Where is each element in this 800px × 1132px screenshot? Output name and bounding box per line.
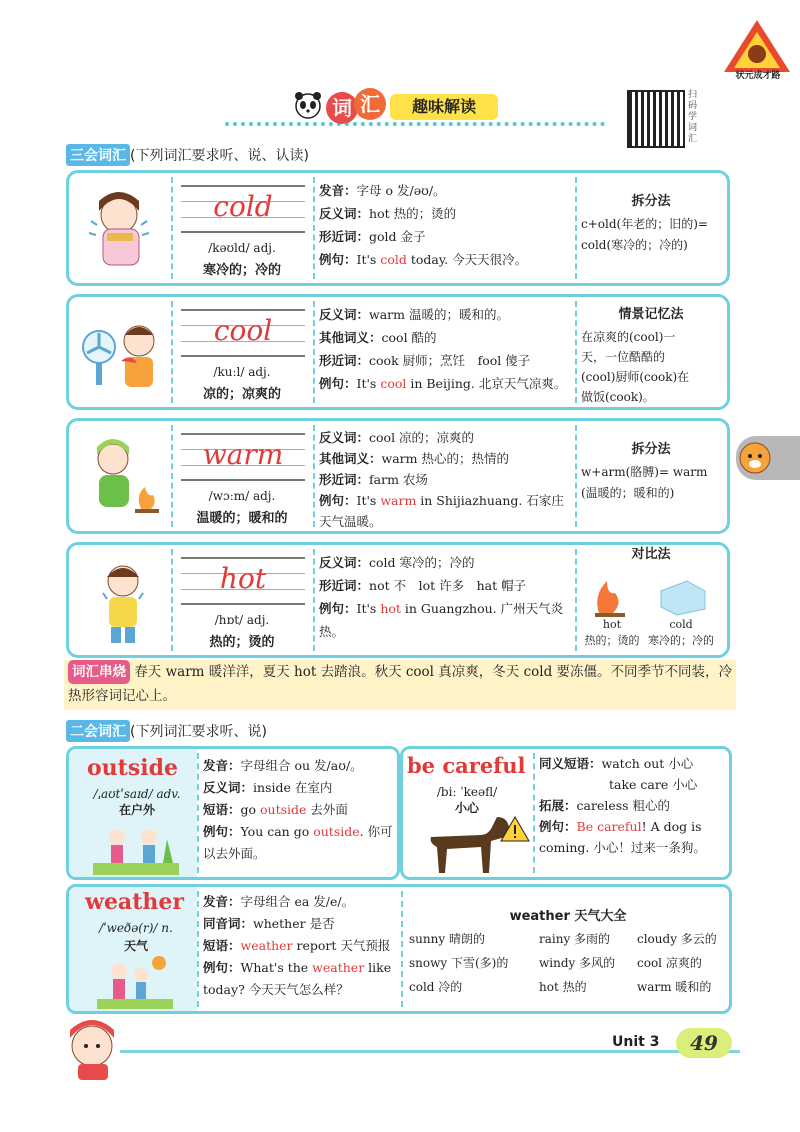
- word-info: [319, 551, 573, 643]
- tip-title: 情景记忆法: [618, 307, 684, 322]
- info-line: 短语：go outside 去外面: [203, 802, 348, 817]
- qr-code[interactable]: [627, 90, 685, 148]
- word-info: [319, 427, 573, 532]
- section1-note: (下列词汇要求听、说、认读): [130, 148, 309, 164]
- example-line: 例句：It's cold today. 今天天很冷。: [319, 252, 528, 267]
- info-line: 发音：字母组合 ou 发/aʊ/。: [203, 758, 363, 773]
- phonetic: /kuːl/ adj.: [213, 365, 271, 379]
- memory-tip: [581, 439, 721, 504]
- meaning: 温暖的；暖和的: [196, 511, 288, 526]
- headword: cool: [213, 314, 273, 347]
- example-line: 例句：It's hot in Guangzhou. 广州天气炎热。: [319, 601, 564, 639]
- strip-tag: 词汇串烧: [68, 660, 130, 684]
- headword: be careful: [407, 753, 526, 778]
- meaning: 天气: [123, 939, 148, 953]
- info-line: 形近词：cook 厨师；烹饪 fool 傻子: [319, 353, 531, 368]
- page-number: 49: [676, 1028, 732, 1058]
- section2-tag: 二会词汇: [66, 720, 130, 742]
- meaning: 小心: [454, 801, 479, 815]
- meaning: 在户外: [118, 803, 155, 817]
- section2-note: (下列词汇要求听、说): [130, 724, 267, 740]
- title-fun-text: 趣味解读: [390, 94, 498, 120]
- campfire-kid-illustration: [77, 429, 169, 525]
- weather-table-title: weather 天气大全: [509, 909, 627, 924]
- unit-label: Unit 3: [612, 1034, 660, 1050]
- divider: [197, 753, 199, 873]
- tip-line: (cool)厨师(cook)在: [581, 370, 690, 384]
- divider: [313, 549, 315, 651]
- word-info: [319, 179, 573, 271]
- memory-tip: [581, 305, 721, 407]
- weather-table: [409, 927, 729, 999]
- example-line: 例句：Be careful! A dog is coming. 小心！过来一条狗。: [539, 819, 706, 855]
- fire-ice-illustration: [589, 565, 713, 617]
- meaning: 凉的；凉爽的: [202, 387, 281, 402]
- headword: warm: [202, 438, 284, 471]
- title-char-1: 词: [326, 92, 358, 124]
- info-line: 短语：weather report 天气预报: [203, 938, 391, 953]
- tip-title: 拆分法: [631, 194, 671, 209]
- info-line: take care 小心: [609, 777, 698, 792]
- headword: weather: [85, 889, 184, 915]
- memory-tip: [581, 547, 721, 649]
- info-line: 同音词：whether 是否: [203, 916, 335, 931]
- section-title-badge: [290, 88, 500, 128]
- info-line: 同义短语：watch out 小心: [539, 756, 694, 771]
- hot-boy-illustration: [77, 553, 169, 649]
- tip-line: cold(寒冷的；冷的): [581, 238, 688, 252]
- divider: [313, 301, 315, 403]
- meaning: 热的；烫的: [209, 635, 275, 650]
- divider: [575, 425, 577, 527]
- headword: hot: [219, 562, 267, 595]
- vocab-rhyme-strip: [64, 660, 736, 710]
- info-line: 形近词：gold 金子: [319, 229, 426, 244]
- section1-tag: 三会词汇: [66, 144, 130, 166]
- tip-line: 天，一位酷酷的: [581, 350, 666, 364]
- word-card-warm: [66, 418, 730, 534]
- word-card-hot: [66, 542, 730, 658]
- info-line: 反义词：hot 热的；烫的: [319, 206, 457, 221]
- qr-side-text: 扫码学词汇: [688, 90, 698, 144]
- table-row: sunny 晴朗的 rainy 多雨的 cloudy 多云的: [409, 932, 717, 946]
- divider: [313, 425, 315, 527]
- side-tab[interactable]: [736, 436, 800, 480]
- example-line: 例句：What's the weather like today? 今天天气怎么样？: [203, 960, 392, 997]
- word-info: [319, 303, 573, 395]
- divider: [575, 177, 577, 279]
- word-card-cool: [66, 294, 730, 410]
- phonetic: /kəʊld/ adj.: [208, 241, 276, 255]
- word-card-be-careful: [400, 746, 732, 880]
- contrast-labels-cn: 热的；烫的 寒冷的；冷的: [584, 634, 714, 647]
- info-line: 其他词义：warm 热心的；热情的: [319, 451, 509, 466]
- example-line: 例句：It's warm in Shijiazhuang. 石家庄天气温暖。: [319, 493, 564, 529]
- logo-text: 状元成才路: [735, 71, 781, 81]
- tiger-icon: [738, 440, 772, 476]
- weather-kids-illustration: [97, 953, 173, 1009]
- example-line: 例句：You can go outside. 你可以去外面。: [203, 824, 393, 861]
- phonetic: /hɒt/ adj.: [214, 613, 270, 627]
- phonetic: /ˌaʊtˈsaɪd/ adv.: [93, 787, 181, 801]
- info-line: 发音：字母 o 发/əʊ/。: [319, 183, 446, 198]
- contrast-labels-en: hot cold: [602, 618, 693, 631]
- dog-illustration: [421, 813, 531, 877]
- info-line: 反义词：cold 寒冷的；冷的: [319, 555, 475, 570]
- word-info: [539, 753, 731, 858]
- phonetic: /ˈweðə(r)/ n.: [99, 921, 173, 935]
- info-line: 形近词：not 不 lot 许多 hat 帽子: [319, 578, 527, 593]
- word-card-outside: [66, 746, 400, 880]
- table-row: cold 冷的 hot 热的 warm 暖和的: [409, 980, 712, 994]
- tip-title: 对比法: [631, 547, 671, 562]
- panda-icon: [294, 90, 322, 120]
- word-info: [203, 755, 397, 865]
- table-row: snowy 下雪(多)的 windy 多风的 cool 凉爽的: [409, 956, 702, 970]
- tip-line: 做饭(cook)。: [581, 390, 655, 404]
- info-line: 形近词：farm 农场: [319, 472, 428, 487]
- word-info: [203, 891, 399, 1001]
- info-line: 反义词：inside 在室内: [203, 780, 333, 795]
- section1-label: [66, 144, 309, 166]
- word-card-cold: [66, 170, 730, 286]
- info-line: 反义词：warm 温暖的；暖和的。: [319, 307, 509, 322]
- cold-girl-illustration: [77, 181, 169, 277]
- memory-tip: [581, 191, 721, 256]
- divider: [575, 301, 577, 403]
- headword: cold: [213, 190, 273, 223]
- strip-text: 春天 warm 暖洋洋，夏天 hot 去踏浪。秋天 cool 真凉爽，冬天 cold 要冻僵。不同季节不同装，冷热形容词记心上。: [68, 664, 733, 704]
- divider: [533, 753, 535, 873]
- tip-line: (温暖的；暖和的): [581, 486, 675, 500]
- phonetic: /biː ˈkeəfl/: [436, 785, 498, 799]
- tip-title: 拆分法: [631, 442, 671, 457]
- word-box: [173, 427, 311, 527]
- word-box: [173, 303, 311, 403]
- word-card-weather: [66, 884, 732, 1014]
- headword: outside: [87, 755, 178, 781]
- divider: [197, 891, 199, 1007]
- title-char-2: 汇: [354, 88, 386, 120]
- outdoor-kids-illustration: [93, 819, 179, 875]
- tip-line: c+old(年老的；旧的)=: [581, 217, 708, 231]
- tip-line: 在凉爽的(cool)一: [581, 330, 676, 344]
- mascot-illustration: [56, 1016, 136, 1082]
- divider: [313, 177, 315, 279]
- info-line: 拓展：careless 粗心的: [539, 798, 671, 813]
- info-line: 其他词义：cool 酷的: [319, 330, 437, 345]
- fan-boy-illustration: [77, 305, 169, 401]
- section2-label: [66, 720, 267, 742]
- meaning: 寒冷的；冷的: [202, 263, 281, 278]
- example-line: 例句：It's cool in Beijing. 北京天气凉爽。: [319, 376, 567, 391]
- word-box: [173, 179, 311, 279]
- divider: [401, 891, 403, 1007]
- phonetic: /wɔːm/ adj.: [208, 489, 276, 503]
- tip-line: w+arm(胳膊)= warm: [581, 465, 708, 479]
- divider: [575, 549, 577, 651]
- info-line: 发音：字母组合 ea 发/e/。: [203, 894, 355, 909]
- footer-line: [120, 1050, 740, 1053]
- word-box: [173, 551, 311, 651]
- info-line: 反义词：cool 凉的；凉爽的: [319, 430, 475, 445]
